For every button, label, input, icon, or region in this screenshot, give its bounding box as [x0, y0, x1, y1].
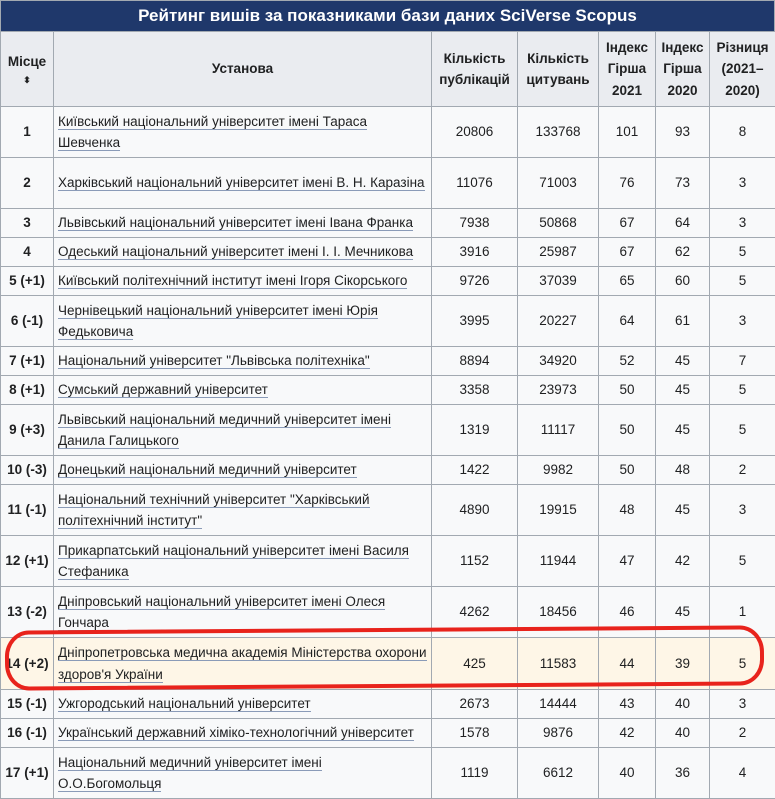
column-header-institution[interactable]: Установа [54, 32, 432, 107]
rank-cell: 6 (-1) [1, 296, 54, 347]
publications-cell: 425 [432, 638, 518, 690]
institution-cell [54, 405, 432, 456]
table-caption: Рейтинг вишів за показниками бази даних SciVerse Scopus [0, 0, 775, 31]
table-row [1, 267, 775, 296]
column-header-citations[interactable]: Кількість цитувань [518, 32, 599, 107]
column-header-rank[interactable] [1, 32, 54, 107]
institution-cell [54, 209, 432, 238]
table-row [1, 748, 775, 799]
table-row [1, 158, 775, 209]
citations-cell: 6612 [518, 748, 599, 799]
institution-link[interactable]: Національний технічний університет "Харківський політехнічний інститут" [58, 492, 370, 530]
citations-cell: 19915 [518, 485, 599, 536]
publications-cell: 7938 [432, 209, 518, 238]
citations-cell: 9876 [518, 719, 599, 748]
h-index-2021-cell: 40 [599, 748, 656, 799]
citations-cell: 11117 [518, 405, 599, 456]
h-index-2020-cell: 39 [656, 638, 710, 690]
difference-cell: 3 [710, 158, 775, 209]
column-header-h2021[interactable]: Індекс Гірша 2021 [599, 32, 656, 107]
table-row [1, 376, 775, 405]
table-body [1, 107, 775, 799]
table-row [1, 587, 775, 638]
column-header-publications[interactable]: Кількість публікацій [432, 32, 518, 107]
citations-cell: 20227 [518, 296, 599, 347]
header-row [1, 32, 775, 107]
publications-cell: 20806 [432, 107, 518, 158]
publications-cell: 8894 [432, 347, 518, 376]
rank-cell: 14 (+2) [1, 638, 54, 690]
publications-cell: 4890 [432, 485, 518, 536]
institution-cell [54, 158, 432, 209]
institution-cell [54, 347, 432, 376]
table-row [1, 238, 775, 267]
institution-link[interactable]: Прикарпатський національний університет імені Василя Стефаника [58, 543, 409, 581]
institution-link[interactable]: Сумський державний університет [58, 382, 268, 398]
institution-link[interactable]: Ужгородський національний університет [58, 696, 311, 712]
institution-link[interactable]: Київський національний університет імені Тараса Шевченка [58, 114, 367, 152]
institution-cell [54, 267, 432, 296]
h-index-2021-cell: 76 [599, 158, 656, 209]
rank-cell: 17 (+1) [1, 748, 54, 799]
rank-cell: 16 (-1) [1, 719, 54, 748]
table-row [1, 347, 775, 376]
h-index-2021-cell: 64 [599, 296, 656, 347]
table-row [1, 209, 775, 238]
rank-cell: 3 [1, 209, 54, 238]
difference-cell: 5 [710, 238, 775, 267]
difference-cell: 3 [710, 209, 775, 238]
institution-link[interactable]: Львівський національний університет імені Івана Франка [58, 215, 413, 231]
h-index-2021-cell: 52 [599, 347, 656, 376]
difference-cell: 5 [710, 376, 775, 405]
institution-cell [54, 107, 432, 158]
table-row [1, 405, 775, 456]
h-index-2020-cell: 45 [656, 405, 710, 456]
ranking-table [0, 31, 775, 799]
institution-link[interactable]: Національний медичний університет імені О.О.Богомольця [58, 755, 322, 793]
rank-cell: 8 (+1) [1, 376, 54, 405]
institution-cell [54, 690, 432, 719]
institution-link[interactable]: Київський політехнічний інститут імені Ігоря Сікорського [58, 273, 407, 289]
institution-link[interactable]: Одеський національний університет імені І. І. Мечникова [58, 244, 413, 260]
h-index-2020-cell: 45 [656, 587, 710, 638]
h-index-2021-cell: 50 [599, 405, 656, 456]
institution-link[interactable]: Чернівецький національний університет імені Юрія Федьковича [58, 303, 378, 341]
institution-cell [54, 376, 432, 405]
citations-cell: 133768 [518, 107, 599, 158]
citations-cell: 23973 [518, 376, 599, 405]
difference-cell: 8 [710, 107, 775, 158]
h-index-2020-cell: 40 [656, 690, 710, 719]
citations-cell: 14444 [518, 690, 599, 719]
h-index-2021-cell: 47 [599, 536, 656, 587]
h-index-2021-cell: 43 [599, 690, 656, 719]
table-row [1, 638, 775, 690]
institution-link[interactable]: Дніпровський національний університет імені Олеся Гончара [58, 594, 385, 632]
rank-cell: 11 (-1) [1, 485, 54, 536]
publications-cell: 2673 [432, 690, 518, 719]
rank-cell: 5 (+1) [1, 267, 54, 296]
h-index-2021-cell: 50 [599, 376, 656, 405]
table-row [1, 107, 775, 158]
institution-cell [54, 238, 432, 267]
difference-cell: 5 [710, 267, 775, 296]
h-index-2020-cell: 45 [656, 485, 710, 536]
citations-cell: 11944 [518, 536, 599, 587]
citations-cell: 71003 [518, 158, 599, 209]
h-index-2021-cell: 67 [599, 238, 656, 267]
publications-cell: 3916 [432, 238, 518, 267]
publications-cell: 1119 [432, 748, 518, 799]
table-row [1, 536, 775, 587]
publications-cell: 4262 [432, 587, 518, 638]
difference-cell: 3 [710, 296, 775, 347]
table-row [1, 456, 775, 485]
h-index-2020-cell: 48 [656, 456, 710, 485]
institution-link[interactable]: Український державний хіміко-технологічний університет [58, 725, 414, 741]
publications-cell: 11076 [432, 158, 518, 209]
column-header-diff[interactable]: Різниця (2021–2020) [710, 32, 775, 107]
h-index-2020-cell: 45 [656, 376, 710, 405]
table-row [1, 690, 775, 719]
column-header-rank-label: Місце [8, 54, 46, 69]
publications-cell: 3358 [432, 376, 518, 405]
publications-cell: 1578 [432, 719, 518, 748]
difference-cell: 5 [710, 405, 775, 456]
h-index-2020-cell: 42 [656, 536, 710, 587]
publications-cell: 1319 [432, 405, 518, 456]
h-index-2021-cell: 44 [599, 638, 656, 690]
institution-cell [54, 536, 432, 587]
rank-cell: 4 [1, 238, 54, 267]
h-index-2020-cell: 36 [656, 748, 710, 799]
citations-cell: 37039 [518, 267, 599, 296]
citations-cell: 9982 [518, 456, 599, 485]
institution-link[interactable]: Львівський національний медичний університет імені Данила Галицького [58, 412, 391, 450]
difference-cell: 4 [710, 748, 775, 799]
h-index-2020-cell: 40 [656, 719, 710, 748]
table-row [1, 296, 775, 347]
publications-cell: 1422 [432, 456, 518, 485]
institution-cell [54, 719, 432, 748]
h-index-2021-cell: 46 [599, 587, 656, 638]
h-index-2020-cell: 61 [656, 296, 710, 347]
h-index-2020-cell: 93 [656, 107, 710, 158]
institution-cell [54, 296, 432, 347]
h-index-2020-cell: 62 [656, 238, 710, 267]
citations-cell: 50868 [518, 209, 599, 238]
rank-cell: 1 [1, 107, 54, 158]
citations-cell: 11583 [518, 638, 599, 690]
column-header-h2020[interactable]: Індекс Гірша 2020 [656, 32, 710, 107]
table-row [1, 719, 775, 748]
difference-cell: 1 [710, 587, 775, 638]
institution-cell [54, 485, 432, 536]
h-index-2020-cell: 64 [656, 209, 710, 238]
rank-cell: 2 [1, 158, 54, 209]
publications-cell: 9726 [432, 267, 518, 296]
institution-link[interactable]: Дніпропетровська медична академія Міністерства охорони здоров'я України [58, 645, 427, 683]
publications-cell: 3995 [432, 296, 518, 347]
table-row [1, 485, 775, 536]
rank-cell: 9 (+3) [1, 405, 54, 456]
difference-cell: 2 [710, 456, 775, 485]
rank-cell: 15 (-1) [1, 690, 54, 719]
difference-cell: 7 [710, 347, 775, 376]
difference-cell: 2 [710, 719, 775, 748]
institution-cell [54, 587, 432, 638]
publications-cell: 1152 [432, 536, 518, 587]
difference-cell: 3 [710, 690, 775, 719]
citations-cell: 34920 [518, 347, 599, 376]
institution-cell [54, 638, 432, 690]
institution-link[interactable]: Харківський національний університет імені В. Н. Каразіна [58, 175, 425, 191]
rank-cell: 10 (-3) [1, 456, 54, 485]
h-index-2020-cell: 45 [656, 347, 710, 376]
h-index-2021-cell: 65 [599, 267, 656, 296]
citations-cell: 18456 [518, 587, 599, 638]
citations-cell: 25987 [518, 238, 599, 267]
institution-link[interactable]: Донецький національний медичний університет [58, 462, 357, 478]
institution-cell [54, 748, 432, 799]
difference-cell: 3 [710, 485, 775, 536]
difference-cell: 5 [710, 638, 775, 690]
h-index-2020-cell: 60 [656, 267, 710, 296]
h-index-2021-cell: 101 [599, 107, 656, 158]
h-index-2020-cell: 73 [656, 158, 710, 209]
rank-cell: 7 (+1) [1, 347, 54, 376]
h-index-2021-cell: 42 [599, 719, 656, 748]
rank-cell: 12 (+1) [1, 536, 54, 587]
difference-cell: 5 [710, 536, 775, 587]
h-index-2021-cell: 67 [599, 209, 656, 238]
institution-cell [54, 456, 432, 485]
h-index-2021-cell: 50 [599, 456, 656, 485]
rank-cell: 13 (-2) [1, 587, 54, 638]
h-index-2021-cell: 48 [599, 485, 656, 536]
institution-link[interactable]: Національний університет "Львівська політехніка" [58, 353, 370, 369]
sort-arrow-icon[interactable]: ⬍ [5, 73, 49, 87]
